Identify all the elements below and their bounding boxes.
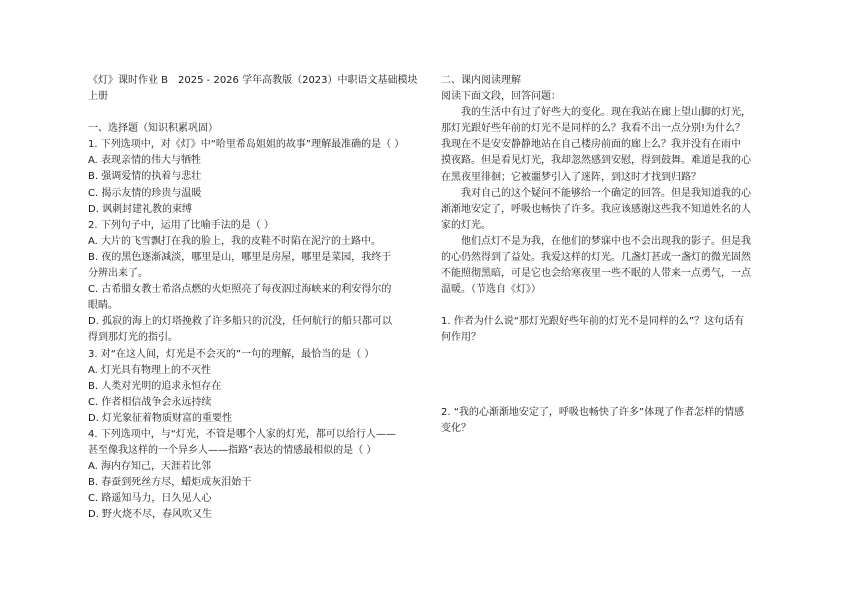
option-d: D. 野火烧不尽，春风吹又生 (88, 509, 213, 521)
passage-line: 渐渐地安定了，呼吸也畅快了许多。我应该感谢这些我不知道姓名的人 (441, 203, 751, 215)
passage-line: 家的灯光。 (441, 219, 491, 231)
option-d-line-1: D. 孤寂的海上的灯塔挽救了许多船只的沉没，任何航行的船只都可以 (88, 316, 393, 328)
question-2 (88, 218, 406, 347)
question-stem: 1. 下列选项中，对《灯》中“哈里希岛姐姐的故事”理解最准确的是（ ） (88, 139, 405, 151)
left-column (88, 73, 418, 524)
option-b: B. 强调爱情的执着与悲壮 (88, 171, 202, 183)
option-b-line-2: 分辨出来了。 (88, 268, 148, 280)
reading-question-2 (441, 405, 781, 437)
question-3 (88, 347, 406, 427)
section-two-heading: 二、课内阅读理解 (441, 75, 521, 86)
reading-instruction: 阅读下面文段，回答问题： (441, 91, 561, 103)
option-a: A. 灯光具有物理上的不灭性 (88, 364, 212, 376)
option-c: C. 揭示友情的珍贵与温暖 (88, 187, 202, 199)
option-d-line-2: 得到那灯光的指引。 (88, 332, 178, 344)
reading-question-1 (441, 314, 781, 346)
reading-question-line-2: 何作用？ (441, 332, 481, 344)
reading-passage (441, 105, 781, 298)
question-stem-line-2: 甚至像我这样的一个异乡人——指路”表达的情感最相似的是（ ） (88, 445, 377, 457)
passage-line: 摸夜路。但是看见灯光，我却忽然感到安慰，得到鼓舞。难道是我的心 (441, 155, 751, 167)
option-d: D. 讽刺封建礼教的束缚 (88, 203, 193, 215)
option-c-line-1: C. 古希腊女教士希洛点燃的火炬照亮了每夜泅过海峡来的利安得尔的 (88, 284, 392, 296)
option-c: C. 作者相信战争会永远持续 (88, 396, 212, 408)
reading-question-line-1: 2. “我的心渐渐地安定了，呼吸也畅快了许多”体现了作者怎样的情感 (441, 406, 745, 418)
question-stem-line-1: 4. 下列选项中，与“灯光，不管是哪个人家的灯光，都可以给行人—— (88, 428, 396, 440)
passage-line: 温暖。（节选自《灯》） (441, 284, 541, 296)
document-title-line-2: 上册 (88, 91, 108, 103)
reading-question-line-2: 变化？ (441, 422, 471, 434)
question-stem: 3. 对“在这人间，灯光是不会灭的”一句的理解，最恰当的是（ ） (88, 348, 375, 360)
right-column (441, 73, 781, 437)
option-b: B. 春蚕到死丝方尽，蜡炬成灰泪始干 (88, 477, 252, 489)
option-b: B. 人类对光明的追求永恒存在 (88, 380, 222, 392)
option-d: D. 灯光象征着物质财富的重要性 (88, 412, 233, 424)
reading-question-line-1: 1. 作者为什么说“那灯光跟好些年前的灯光不是同样的么”？这句话有 (441, 316, 745, 328)
option-a: A. 表现亲情的伟大与牺牲 (88, 155, 202, 167)
passage-line: 我对自己的这个疑问不能够给一个确定的回答。但是我知道我的心 (461, 187, 751, 199)
passage-line: 那灯光跟好些年前的灯光不是同样的么？我看不出一点分别!为什么？ (441, 123, 746, 135)
passage-line: 在黑夜里徘徊；它被噩梦引入了迷阵，到这时才找到归路？ (441, 171, 701, 183)
option-a: A. 大片的飞雪飘打在我的脸上，我的皮鞋不时陷在泥泞的土路中。 (88, 235, 382, 247)
question-4 (88, 427, 406, 524)
passage-line: 不能照彻黑暗，可是它也会给寒夜里一些不眠的人带来一点勇气，一点 (441, 268, 751, 280)
document-title-line-1: 《灯》课时作业 B 2025 - 2026 学年高教版（2023）中职语文基础模块 (88, 75, 418, 86)
option-a: A. 海内存知己，天涯若比邻 (88, 461, 212, 473)
passage-line: 我现在不是安安静静地站在自己楼房前面的廊上么？我并没有在雨中 (441, 139, 741, 151)
option-b-line-1: B. 夜的黑色逐渐减淡，哪里是山，哪里是房屋，哪里是菜园，我终于 (88, 251, 392, 263)
question-1 (88, 137, 406, 217)
passage-line: 我的生活中有过了好些大的变化。现在我站在廊上望山脚的灯光， (461, 107, 751, 119)
question-stem: 2. 下列句子中，运用了比喻手法的是（ ） (88, 219, 274, 231)
passage-line: 的心仍然得到了益处。我爱这样的灯光。几盏灯甚或一盏灯的微光固然 (441, 252, 751, 264)
option-c: C. 路遥知马力，日久见人心 (88, 493, 212, 505)
passage-line: 他们点灯不是为我，在他们的梦寐中也不会出现我的影子。但是我 (461, 235, 751, 247)
section-one-heading: 一、选择题（知识积累巩固） (88, 123, 218, 135)
option-c-line-2: 眼睛。 (88, 300, 118, 312)
